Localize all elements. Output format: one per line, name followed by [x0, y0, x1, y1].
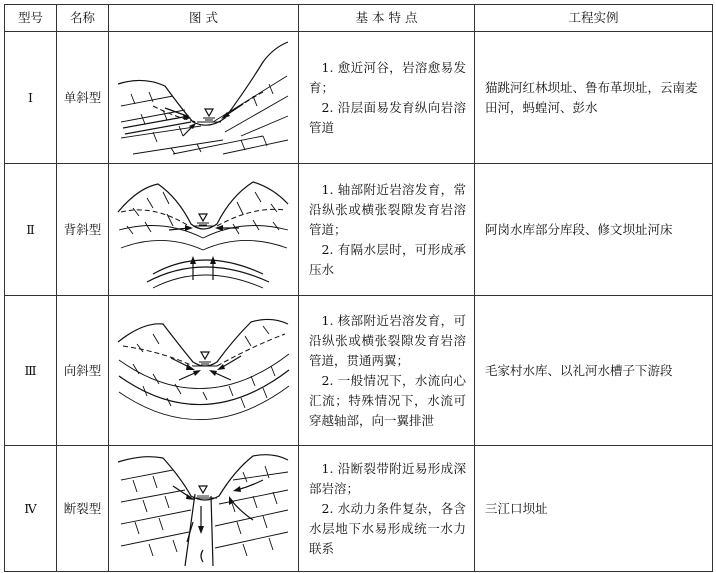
table-row: [5, 446, 713, 572]
examples-cell: 阿岗水库部分库段、修文坝址河床: [475, 164, 713, 296]
monocline-diagram: [113, 36, 293, 160]
monocline-figure-cell: [109, 32, 299, 164]
feature-item: 1. 沿断裂带附近易形成深部岩溶；: [309, 460, 466, 496]
examples-cell: 三江口坝址: [475, 446, 713, 572]
features-cell: [299, 164, 475, 296]
type-no: Ⅲ: [5, 296, 57, 446]
feature-item: 2. 一般情况下，水流向心汇流；特殊情况下，水流可穿越轴部，向一翼排泄: [309, 372, 466, 428]
karst-structure-table: [4, 4, 713, 572]
header-type-no: 型号: [5, 5, 57, 32]
anticline-figure-cell: [109, 164, 299, 296]
table-row: [5, 296, 713, 446]
examples-cell: 猫跳河红林坝址、鲁布革坝址，云南麦田河，蚂蝗河、彭水: [475, 32, 713, 164]
feature-item: 1. 轴部附近岩溶发育，常沿纵张或横张裂隙发育岩溶管道；: [309, 181, 466, 237]
features-cell: [299, 296, 475, 446]
syncline-diagram: [113, 300, 293, 442]
header-examples: 工程实例: [475, 5, 713, 32]
syncline-figure-cell: [109, 296, 299, 446]
table-header-row: [5, 5, 713, 32]
fault-diagram: [113, 450, 293, 568]
type-name: 断裂型: [57, 446, 109, 572]
anticline-diagram: [113, 168, 293, 292]
feature-item: 1. 核部附近岩溶发育，可沿纵张或横张裂隙发育岩溶管道，贯通两翼；: [309, 312, 466, 368]
header-features: 基 本 特 点: [299, 5, 475, 32]
features-cell: [299, 32, 475, 164]
feature-item: 2. 水动力条件复杂，各含水层地下水易形成统一水力联系: [309, 500, 466, 556]
type-no: Ⅱ: [5, 164, 57, 296]
type-no: Ⅳ: [5, 446, 57, 572]
type-name: 向斜型: [57, 296, 109, 446]
feature-item: 2. 有隔水层时，可形成承压水: [309, 241, 466, 277]
feature-item: 2. 沿层面易发育纵向岩溶管道: [309, 99, 466, 135]
fault-figure-cell: [109, 446, 299, 572]
table-row: [5, 32, 713, 164]
type-name: 背斜型: [57, 164, 109, 296]
table-row: [5, 164, 713, 296]
feature-item: 1. 愈近河谷，岩溶愈易发育；: [309, 59, 466, 95]
header-name: 名称: [57, 5, 109, 32]
type-no: Ⅰ: [5, 32, 57, 164]
header-figure: 图 式: [109, 5, 299, 32]
features-cell: [299, 446, 475, 572]
examples-cell: 毛家村水库、以礼河水槽子下游段: [475, 296, 713, 446]
type-name: 单斜型: [57, 32, 109, 164]
